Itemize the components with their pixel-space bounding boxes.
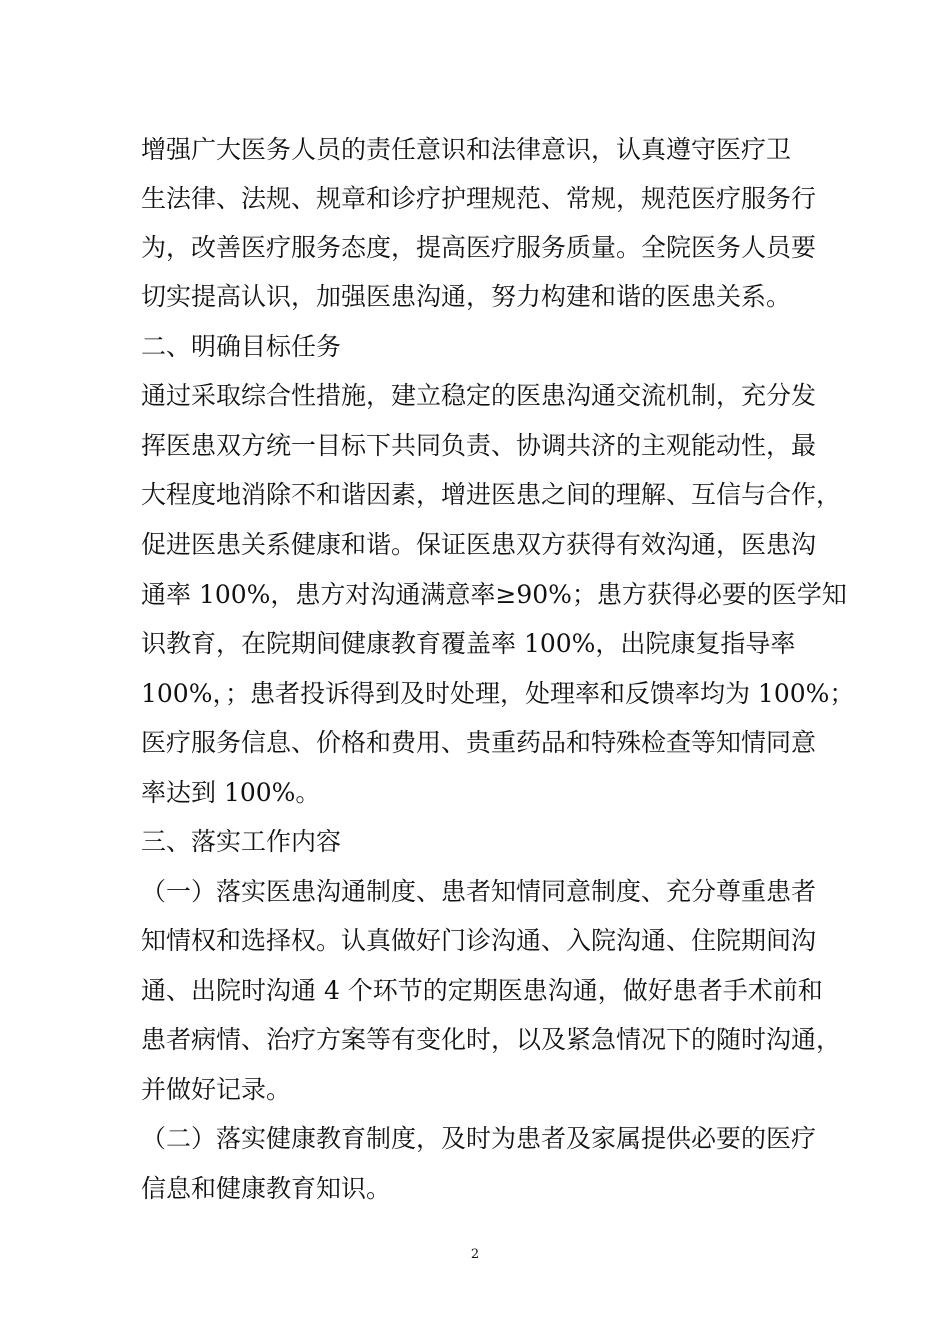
text-line: 大程度地消除不和谐因素，增进医患之间的理解、互信与合作， [141,480,842,509]
text-line: 信息和健康教育知识。 [141,1174,392,1203]
text-line: 通、出院时沟通 4 个环节的定期医患沟通，做好患者手术前和 [141,976,823,1005]
text-line: 医疗服务信息、价格和费用、贵重药品和特殊检查等知情同意 [141,728,817,757]
section-heading: 三、落实工作内容 [141,827,342,856]
text-line: 并做好记录。 [141,1075,292,1104]
text-line: 率达到 100%。 [141,778,321,807]
text-line: 切实提高认识，加强医患沟通，努力构建和谐的医患关系。 [141,282,792,311]
text-line: 生法律、法规、规章和诊疗护理规范、常规，规范医疗服务行 [141,184,817,213]
text-line: 识教育，在院期间健康教育覆盖率 100%，出院康复指导率 [141,629,796,658]
text-line: 100%，；患者投诉得到及时处理，处理率和反馈率均为 100%； [141,679,855,708]
text-line: 通过采取综合性措施，建立稳定的医患沟通交流机制，充分发 [141,381,817,410]
text-line: 促进医患关系健康和谐。保证医患双方获得有效沟通，医患沟 [141,530,817,559]
text-line: 为，改善医疗服务态度，提高医疗服务质量。全院医务人员要 [141,233,817,262]
text-line: 增强广大医务人员的责任意识和法律意识，认真遵守医疗卫 [141,135,792,164]
text-line: （一）落实医患沟通制度、患者知情同意制度、充分尊重患者 [141,877,817,906]
text-line: 挥医患双方统一目标下共同负责、协调共济的主观能动性，最 [141,431,817,460]
section-heading: 二、明确目标任务 [141,332,342,361]
text-line: 知情权和选择权。认真做好门诊沟通、入院沟通、住院期间沟 [141,926,817,955]
text-line: 患者病情、治疗方案等有变化时，以及紧急情况下的随时沟通， [141,1025,842,1054]
text-line: （二）落实健康教育制度，及时为患者及家属提供必要的医疗 [141,1124,817,1153]
page-number: 2 [470,1247,480,1262]
text-line: 通率 100%，患方对沟通满意率≥90%；患方获得必要的医学知 [141,580,847,609]
